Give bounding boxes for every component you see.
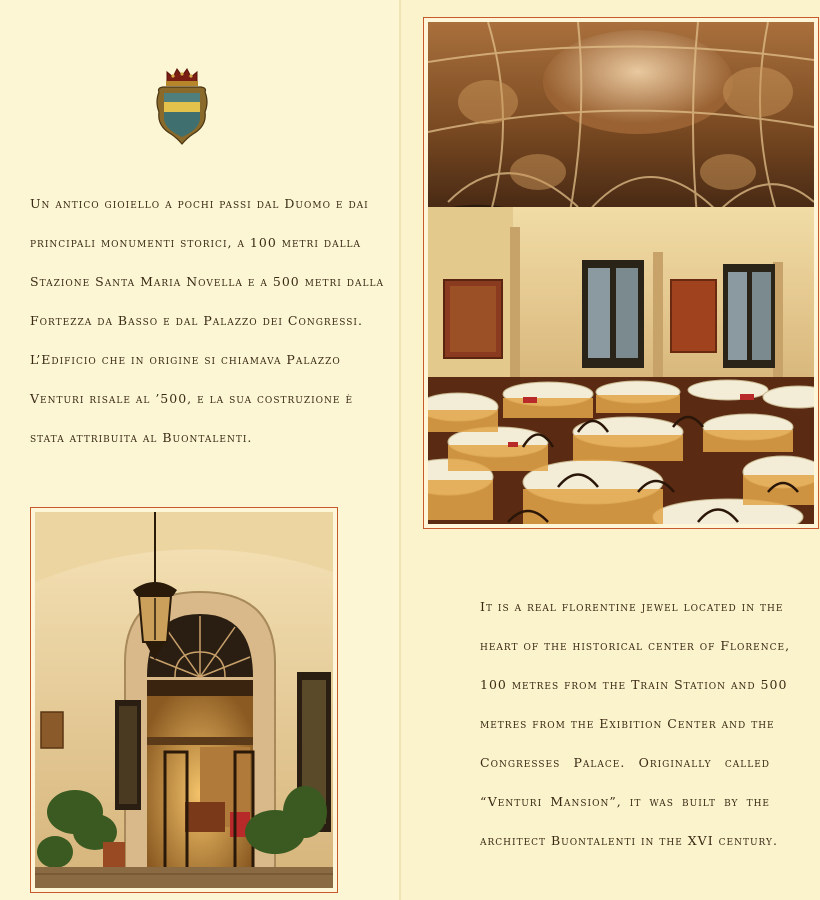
italian-line: L’Edificio che in origine si chiamava Palazzo: [30, 352, 341, 367]
italian-description: [30, 184, 384, 457]
italian-line: Fortezza da Basso e dal Palazzo dei Congressi.: [30, 313, 363, 328]
english-description: [480, 587, 791, 860]
english-line: heart of the historical center of Florence,: [480, 638, 791, 653]
entrance-hall-photo: [30, 507, 338, 893]
italian-line: stata attribuita al Buontalenti.: [30, 430, 253, 445]
italian-line: Stazione Santa Maria Novella e a 500 metri dalla: [30, 274, 384, 289]
coat-of-arms-icon: [153, 66, 211, 146]
english-line: “Venturi Mansion”, it was built by the: [480, 794, 770, 809]
english-line: 100 metres from the Train Station and 500: [480, 677, 788, 692]
dining-room-photo: [423, 17, 819, 529]
english-line: architect Buontalenti in the XVI century.: [480, 833, 778, 848]
italian-line: principali monumenti storici, a 100 metri dalla: [30, 235, 362, 250]
page-fold: [399, 0, 401, 900]
english-line: metres from the Exibition Center and the: [480, 716, 775, 731]
english-line: It is a real florentine jewel located in the: [480, 599, 784, 614]
english-line: Congresses Palace. Originally called: [480, 755, 770, 770]
italian-line: Un antico gioiello a pochi passi dal Duomo e dai: [30, 196, 369, 211]
italian-line: Venturi risale al ’500, e la sua costruzione è: [30, 391, 354, 406]
